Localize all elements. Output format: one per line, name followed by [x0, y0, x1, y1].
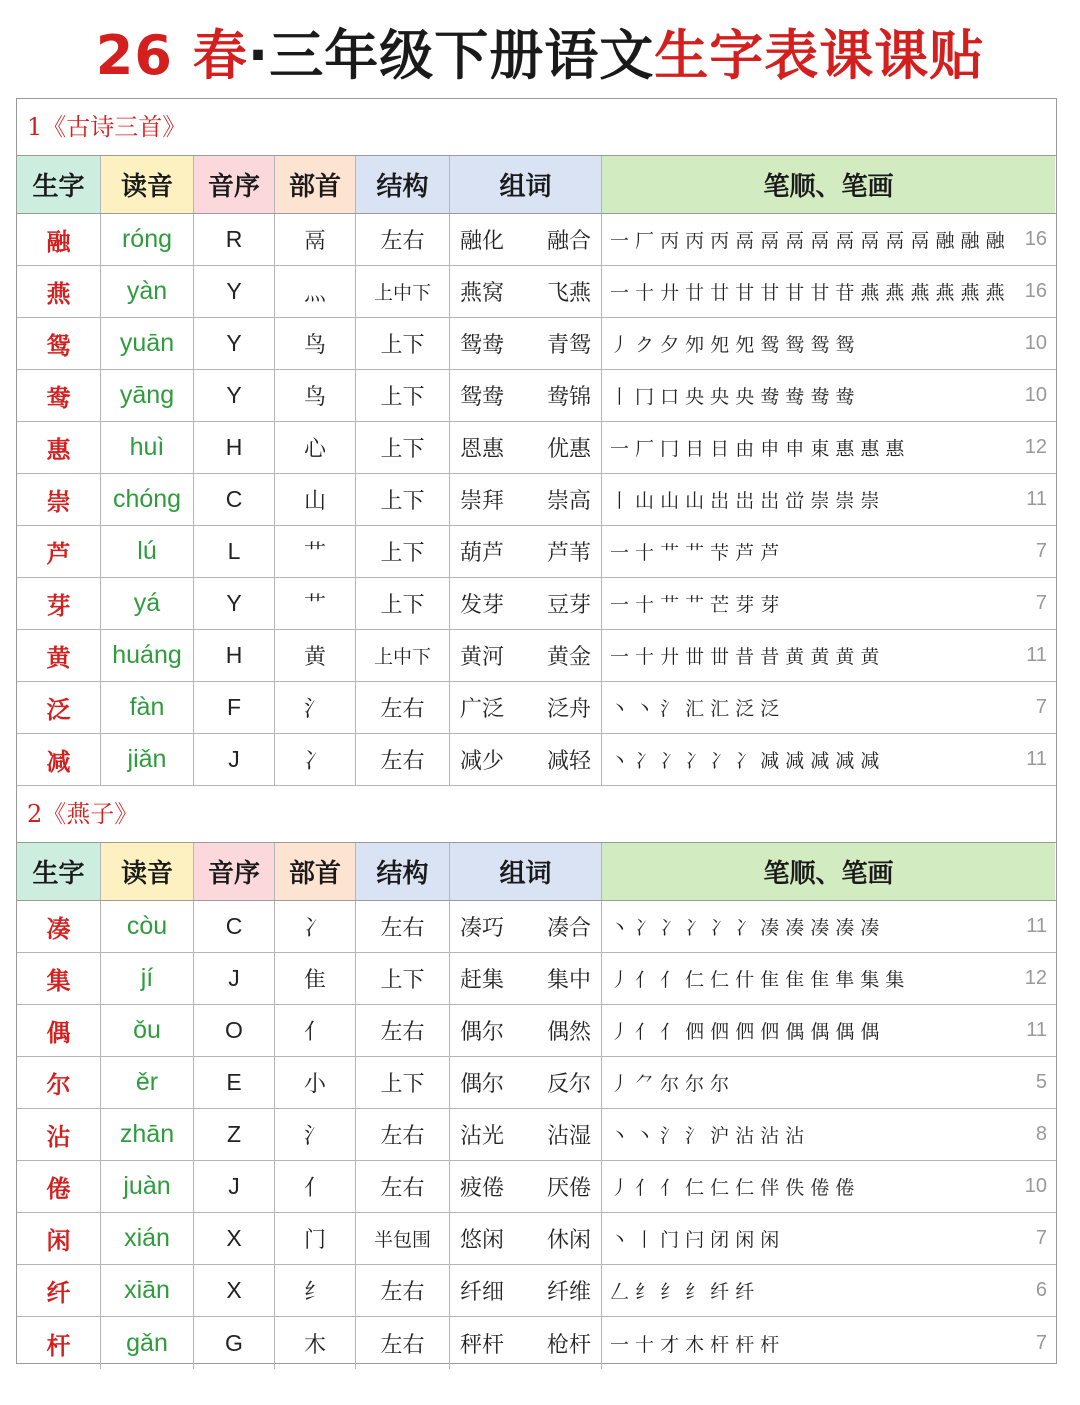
stroke-count: 16 [1024, 280, 1047, 302]
stroke-sequence: 丶 丶 氵 氵 沪 沾 沾 沾 [610, 1125, 805, 1147]
word-2: 休闲 [546, 1228, 591, 1253]
word-2: 崇高 [546, 489, 591, 514]
phonetic-order-cell: H [194, 630, 275, 681]
word-1: 疲倦 [460, 1176, 505, 1201]
character-cell: 减 [17, 734, 101, 785]
structure-cell: 左右 [356, 1265, 450, 1316]
stroke-sequence: 丿 ク 夕 夘 夗 夗 鸳 鸳 鸳 鸳 [610, 334, 855, 356]
stroke-order-cell [602, 1265, 1055, 1316]
table-row [17, 1213, 1056, 1265]
character-cell: 凑 [17, 901, 101, 952]
column-header: 组词 [450, 156, 602, 213]
words-cell [450, 1317, 602, 1369]
stroke-sequence: 一 十 廾 丗 丗 昔 昔 黄 黄 黄 黄 [610, 646, 880, 668]
stroke-sequence: 一 十 才 木 杆 杆 杆 [610, 1333, 780, 1356]
phonetic-order-cell: H [194, 422, 275, 473]
stroke-count: 5 [1035, 1071, 1047, 1093]
phonetic-order-cell: G [194, 1317, 275, 1369]
column-header: 读音 [101, 843, 194, 900]
word-2: 泛舟 [546, 697, 591, 722]
stroke-sequence: 丶 丨 门 闩 闭 闲 闲 [610, 1229, 780, 1251]
word-2: 厌倦 [546, 1176, 591, 1201]
stroke-sequence: 丨 山 山 山 岀 岀 岀 峃 崇 崇 崇 [610, 490, 880, 512]
phonetic-order-cell: X [194, 1265, 275, 1316]
character-cell: 沾 [17, 1109, 101, 1160]
stroke-count: 7 [1035, 696, 1047, 718]
pinyin-cell: huáng [101, 630, 194, 681]
table-row [17, 214, 1056, 266]
table-header-row [17, 843, 1056, 901]
pinyin-cell: gǎn [101, 1317, 194, 1369]
title-part-1: 26 春 [95, 24, 248, 87]
radical-cell: 隹 [275, 953, 356, 1004]
stroke-sequence: 丶 丶 氵 汇 汇 泛 泛 [610, 698, 780, 720]
pinyin-cell: yāng [101, 370, 194, 421]
word-1: 偶尔 [460, 1072, 505, 1097]
word-1: 鸳鸯 [460, 385, 505, 410]
word-2: 融合 [546, 229, 591, 254]
structure-cell: 左右 [356, 1161, 450, 1212]
stroke-count: 11 [1026, 1019, 1047, 1041]
table-row [17, 474, 1056, 526]
pinyin-cell: yuān [101, 318, 194, 369]
pinyin-cell: lú [101, 526, 194, 577]
radical-cell: 冫 [275, 734, 356, 785]
word-2: 枪杆 [546, 1332, 591, 1358]
phonetic-order-cell: Y [194, 370, 275, 421]
phonetic-order-cell: C [194, 474, 275, 525]
stroke-order-cell [602, 474, 1055, 525]
pinyin-cell: róng [101, 214, 194, 265]
column-header: 笔顺、笔画 [602, 156, 1055, 213]
stroke-sequence: 丿 亻 亻 仁 仁 什 隹 隹 隹 隼 集 集 [610, 969, 905, 991]
character-cell: 闲 [17, 1213, 101, 1264]
column-header: 生字 [17, 843, 101, 900]
phonetic-order-cell: J [194, 734, 275, 785]
phonetic-order-cell: R [194, 214, 275, 265]
structure-cell: 左右 [356, 1005, 450, 1056]
pinyin-cell: fàn [101, 682, 194, 733]
words-cell [450, 1005, 602, 1056]
radical-cell: 灬 [275, 266, 356, 317]
column-header: 生字 [17, 156, 101, 213]
word-2: 反尔 [546, 1072, 591, 1097]
word-1: 崇拜 [460, 489, 505, 514]
word-2: 黄金 [546, 645, 591, 670]
stroke-order-cell [602, 1057, 1055, 1108]
stroke-count: 7 [1035, 1331, 1047, 1354]
radical-cell: 心 [275, 422, 356, 473]
column-header: 部首 [275, 156, 356, 213]
stroke-count: 8 [1035, 1123, 1047, 1145]
character-cell: 崇 [17, 474, 101, 525]
stroke-sequence: 丿 亻 亻 仁 仁 仁 伴 佚 倦 倦 [610, 1177, 855, 1199]
column-header: 结构 [356, 156, 450, 213]
word-2: 偶然 [546, 1020, 591, 1045]
radical-cell: 亻 [275, 1161, 356, 1212]
character-cell: 偶 [17, 1005, 101, 1056]
words-cell [450, 953, 602, 1004]
pinyin-cell: ǒu [101, 1005, 194, 1056]
structure-cell: 左右 [356, 901, 450, 952]
phonetic-order-cell: C [194, 901, 275, 952]
word-2: 沾湿 [546, 1124, 591, 1149]
stroke-order-cell [602, 901, 1055, 952]
radical-cell: 小 [275, 1057, 356, 1108]
word-1: 秤杆 [460, 1332, 505, 1358]
column-header: 部首 [275, 843, 356, 900]
structure-cell: 上下 [356, 422, 450, 473]
words-cell [450, 318, 602, 369]
word-2: 青鸳 [546, 333, 591, 358]
stroke-order-cell [602, 734, 1055, 785]
stroke-order-cell [602, 1109, 1055, 1160]
word-2: 减轻 [546, 749, 591, 774]
table-row [17, 318, 1056, 370]
stroke-count: 10 [1024, 384, 1047, 406]
words-cell [450, 370, 602, 421]
stroke-count: 16 [1024, 228, 1047, 250]
stroke-order-cell [602, 953, 1055, 1004]
column-header: 笔顺、笔画 [602, 843, 1055, 900]
pinyin-cell: còu [101, 901, 194, 952]
words-cell [450, 1057, 602, 1108]
words-cell [450, 1213, 602, 1264]
character-cell: 燕 [17, 266, 101, 317]
table-row [17, 953, 1056, 1005]
words-cell [450, 901, 602, 952]
word-1: 凑巧 [460, 916, 505, 941]
table-row [17, 422, 1056, 474]
radical-cell: 黄 [275, 630, 356, 681]
pinyin-cell: yá [101, 578, 194, 629]
structure-cell: 上下 [356, 474, 450, 525]
word-1: 广泛 [460, 697, 505, 722]
word-1: 悠闲 [460, 1228, 505, 1253]
pinyin-cell: zhān [101, 1109, 194, 1160]
stroke-order-cell [602, 370, 1055, 421]
column-header: 音序 [194, 156, 275, 213]
character-cell: 芦 [17, 526, 101, 577]
column-header: 组词 [450, 843, 602, 900]
stroke-count: 11 [1026, 915, 1047, 937]
words-cell [450, 474, 602, 525]
phonetic-order-cell: F [194, 682, 275, 733]
table-row [17, 266, 1056, 318]
pinyin-cell: jí [101, 953, 194, 1004]
phonetic-order-cell: O [194, 1005, 275, 1056]
character-cell: 融 [17, 214, 101, 265]
word-1: 沾光 [460, 1124, 505, 1149]
stroke-sequence: 一 厂 丙 丙 丙 鬲 鬲 鬲 鬲 鬲 鬲 鬲 鬲 融 融 融 [610, 230, 1005, 252]
table-row [17, 1005, 1056, 1057]
page-title [0, 18, 1080, 94]
radical-cell: 木 [275, 1317, 356, 1369]
character-cell: 泛 [17, 682, 101, 733]
stroke-order-cell [602, 422, 1055, 473]
phonetic-order-cell: Y [194, 266, 275, 317]
stroke-sequence: 一 十 艹 艹 芒 芽 芽 [610, 594, 780, 616]
lesson-title: 2《燕子》 [17, 786, 1056, 843]
word-2: 凑合 [546, 916, 591, 941]
words-cell [450, 266, 602, 317]
character-cell: 芽 [17, 578, 101, 629]
words-cell [450, 214, 602, 265]
structure-cell: 半包围 [356, 1213, 450, 1264]
character-cell: 纤 [17, 1265, 101, 1316]
table-row [17, 901, 1056, 953]
table-row [17, 370, 1056, 422]
pinyin-cell: chóng [101, 474, 194, 525]
character-cell: 尔 [17, 1057, 101, 1108]
stroke-order-cell [602, 1213, 1055, 1264]
phonetic-order-cell: J [194, 953, 275, 1004]
table-row [17, 1057, 1056, 1109]
word-1: 鸳鸯 [460, 333, 505, 358]
column-header: 读音 [101, 156, 194, 213]
stroke-count: 12 [1024, 967, 1047, 989]
stroke-order-cell [602, 214, 1055, 265]
stroke-order-cell [602, 1161, 1055, 1212]
radical-cell: 氵 [275, 682, 356, 733]
stroke-order-cell [602, 526, 1055, 577]
word-2: 纤维 [546, 1280, 591, 1305]
stroke-sequence: 一 厂 冂 日 日 由 申 申 東 惠 惠 惠 [610, 438, 905, 460]
table-row [17, 578, 1056, 630]
stroke-order-cell [602, 318, 1055, 369]
structure-cell: 上中下 [356, 266, 450, 317]
character-cell: 集 [17, 953, 101, 1004]
word-1: 赶集 [460, 968, 505, 993]
words-cell [450, 734, 602, 785]
character-cell: 鸯 [17, 370, 101, 421]
words-cell [450, 1161, 602, 1212]
stroke-sequence: 𠃋 纟 纟 纟 纤 纤 [610, 1281, 755, 1303]
pinyin-cell: juàn [101, 1161, 194, 1212]
phonetic-order-cell: X [194, 1213, 275, 1264]
structure-cell: 左右 [356, 1109, 450, 1160]
phonetic-order-cell: E [194, 1057, 275, 1108]
character-table [16, 98, 1057, 1364]
word-1: 发芽 [460, 593, 505, 618]
radical-cell: 氵 [275, 1109, 356, 1160]
stroke-order-cell [602, 578, 1055, 629]
table-row [17, 526, 1056, 578]
stroke-sequence: 一 十 廾 廿 廿 甘 甘 甘 甘 苷 燕 燕 燕 燕 燕 燕 [610, 282, 1005, 304]
stroke-count: 10 [1024, 1175, 1047, 1197]
lesson-title: 1《古诗三首》 [17, 99, 1056, 156]
stroke-sequence: 一 十 艹 艹 芐 芦 芦 [610, 542, 780, 564]
stroke-count: 10 [1024, 332, 1047, 354]
stroke-order-cell [602, 1005, 1055, 1056]
structure-cell: 上下 [356, 370, 450, 421]
pinyin-cell: jiǎn [101, 734, 194, 785]
stroke-order-cell [602, 1317, 1055, 1369]
column-header: 结构 [356, 843, 450, 900]
radical-cell: 艹 [275, 578, 356, 629]
words-cell [450, 578, 602, 629]
word-1: 恩惠 [460, 437, 505, 462]
stroke-count: 6 [1035, 1279, 1047, 1301]
column-header: 音序 [194, 843, 275, 900]
radical-cell: 鸟 [275, 370, 356, 421]
phonetic-order-cell: L [194, 526, 275, 577]
structure-cell: 左右 [356, 734, 450, 785]
table-row [17, 1265, 1056, 1317]
structure-cell: 上中下 [356, 630, 450, 681]
table-row [17, 1317, 1056, 1369]
word-1: 减少 [460, 749, 505, 774]
radical-cell: 山 [275, 474, 356, 525]
words-cell [450, 526, 602, 577]
words-cell [450, 422, 602, 473]
pinyin-cell: xián [101, 1213, 194, 1264]
radical-cell: 鬲 [275, 214, 356, 265]
table-row [17, 1109, 1056, 1161]
word-2: 鸯锦 [546, 385, 591, 410]
pinyin-cell: huì [101, 422, 194, 473]
pinyin-cell: yàn [101, 266, 194, 317]
words-cell [450, 682, 602, 733]
character-cell: 惠 [17, 422, 101, 473]
stroke-order-cell [602, 266, 1055, 317]
stroke-count: 7 [1035, 540, 1047, 562]
words-cell [450, 1109, 602, 1160]
character-cell: 鸳 [17, 318, 101, 369]
phonetic-order-cell: J [194, 1161, 275, 1212]
pinyin-cell: ěr [101, 1057, 194, 1108]
table-row [17, 1161, 1056, 1213]
word-2: 飞燕 [546, 281, 591, 306]
stroke-count: 11 [1026, 644, 1047, 666]
structure-cell: 左右 [356, 1317, 450, 1369]
word-1: 纤细 [460, 1280, 505, 1305]
structure-cell: 上下 [356, 526, 450, 577]
title-part-3: 生字表课课贴 [654, 24, 985, 87]
character-cell: 黄 [17, 630, 101, 681]
title-part-2: ·三年级下册语文 [247, 24, 655, 87]
table-header-row [17, 156, 1056, 214]
word-2: 集中 [546, 968, 591, 993]
character-cell: 杆 [17, 1317, 101, 1369]
word-1: 葫芦 [460, 541, 505, 566]
table-row [17, 630, 1056, 682]
phonetic-order-cell: Y [194, 318, 275, 369]
radical-cell: 亻 [275, 1005, 356, 1056]
words-cell [450, 630, 602, 681]
word-1: 燕窝 [460, 281, 505, 306]
phonetic-order-cell: Z [194, 1109, 275, 1160]
character-cell: 倦 [17, 1161, 101, 1212]
word-1: 偶尔 [460, 1020, 505, 1045]
structure-cell: 左右 [356, 682, 450, 733]
radical-cell: 冫 [275, 901, 356, 952]
stroke-order-cell [602, 630, 1055, 681]
word-2: 芦苇 [546, 541, 591, 566]
stroke-order-cell [602, 682, 1055, 733]
radical-cell: 门 [275, 1213, 356, 1264]
word-1: 融化 [460, 229, 505, 254]
structure-cell: 左右 [356, 214, 450, 265]
stroke-sequence: 丨 冂 口 央 央 央 鸯 鸯 鸯 鸯 [610, 386, 855, 408]
word-2: 豆芽 [546, 593, 591, 618]
structure-cell: 上下 [356, 1057, 450, 1108]
stroke-count: 7 [1035, 592, 1047, 614]
word-2: 优惠 [546, 437, 591, 462]
stroke-count: 7 [1035, 1227, 1047, 1249]
stroke-count: 12 [1024, 436, 1047, 458]
table-row [17, 682, 1056, 734]
stroke-sequence: 丿 ⺈ 尔 尔 尔 [610, 1073, 730, 1095]
stroke-sequence: 丶 冫 冫 冫 冫 冫 凑 凑 凑 凑 凑 [610, 917, 880, 939]
stroke-sequence: 丿 亻 亻 伵 伵 伵 伵 偶 偶 偶 偶 [610, 1021, 880, 1043]
phonetic-order-cell: Y [194, 578, 275, 629]
words-cell [450, 1265, 602, 1316]
table-row [17, 734, 1056, 786]
structure-cell: 上下 [356, 953, 450, 1004]
pinyin-cell: xiān [101, 1265, 194, 1316]
word-1: 黄河 [460, 645, 505, 670]
stroke-sequence: 丶 冫 冫 冫 冫 冫 减 减 减 减 减 [610, 750, 880, 772]
structure-cell: 上下 [356, 578, 450, 629]
radical-cell: 鸟 [275, 318, 356, 369]
stroke-count: 11 [1026, 748, 1047, 770]
radical-cell: 纟 [275, 1265, 356, 1316]
structure-cell: 上下 [356, 318, 450, 369]
stroke-count: 11 [1026, 488, 1047, 510]
radical-cell: 艹 [275, 526, 356, 577]
